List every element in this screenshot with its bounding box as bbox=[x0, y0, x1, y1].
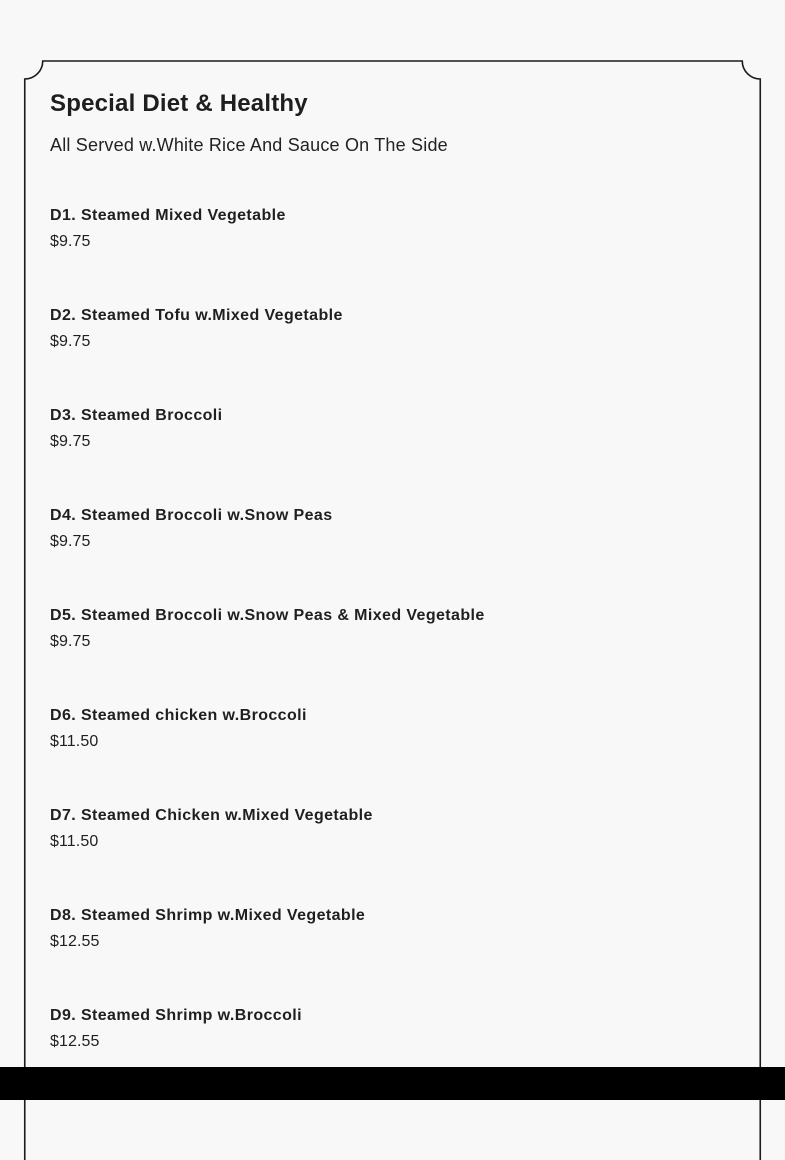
menu-item-price: $9.75 bbox=[50, 333, 91, 350]
menu-item-price: $9.75 bbox=[50, 433, 91, 450]
section-subtitle: All Served w.White Rice And Sauce On The Side bbox=[50, 135, 448, 155]
menu-item[interactable] bbox=[50, 906, 741, 1006]
menu-item[interactable] bbox=[50, 206, 741, 306]
menu-item-name: D6. Steamed chicken w.Broccoli bbox=[50, 707, 307, 724]
menu-item-name: D8. Steamed Shrimp w.Mixed Vegetable bbox=[50, 907, 366, 924]
bottom-bar bbox=[0, 1067, 785, 1100]
section-title: Special Diet & Healthy bbox=[50, 90, 308, 117]
menu-item-price: $11.50 bbox=[50, 833, 99, 850]
menu-item[interactable] bbox=[50, 606, 741, 706]
section-content bbox=[50, 88, 741, 1106]
menu-item[interactable] bbox=[50, 706, 741, 806]
menu-item-price: $11.50 bbox=[50, 733, 99, 750]
menu-item-price: $9.75 bbox=[50, 533, 91, 550]
menu-item-price: $12.55 bbox=[50, 933, 100, 950]
menu-item-name: D9. Steamed Shrimp w.Broccoli bbox=[50, 1007, 302, 1024]
menu-item-name: D1. Steamed Mixed Vegetable bbox=[50, 207, 286, 224]
menu-item-price: $9.75 bbox=[50, 633, 91, 650]
menu-item-price: $12.55 bbox=[50, 1033, 100, 1050]
menu-item-list bbox=[50, 206, 741, 1106]
menu-section-card bbox=[24, 60, 761, 1160]
menu-item-name: D5. Steamed Broccoli w.Snow Peas & Mixed Vegetable bbox=[50, 607, 485, 624]
menu-item-name: D7. Steamed Chicken w.Mixed Vegetable bbox=[50, 807, 373, 824]
menu-item-name: D4. Steamed Broccoli w.Snow Peas bbox=[50, 507, 333, 524]
menu-item[interactable] bbox=[50, 806, 741, 906]
menu-item-name: D3. Steamed Broccoli bbox=[50, 407, 223, 424]
menu-item[interactable] bbox=[50, 306, 741, 406]
menu-item-price: $9.75 bbox=[50, 233, 91, 250]
menu-item[interactable] bbox=[50, 406, 741, 506]
menu-item-name: D2. Steamed Tofu w.Mixed Vegetable bbox=[50, 307, 343, 324]
menu-item[interactable] bbox=[50, 506, 741, 606]
